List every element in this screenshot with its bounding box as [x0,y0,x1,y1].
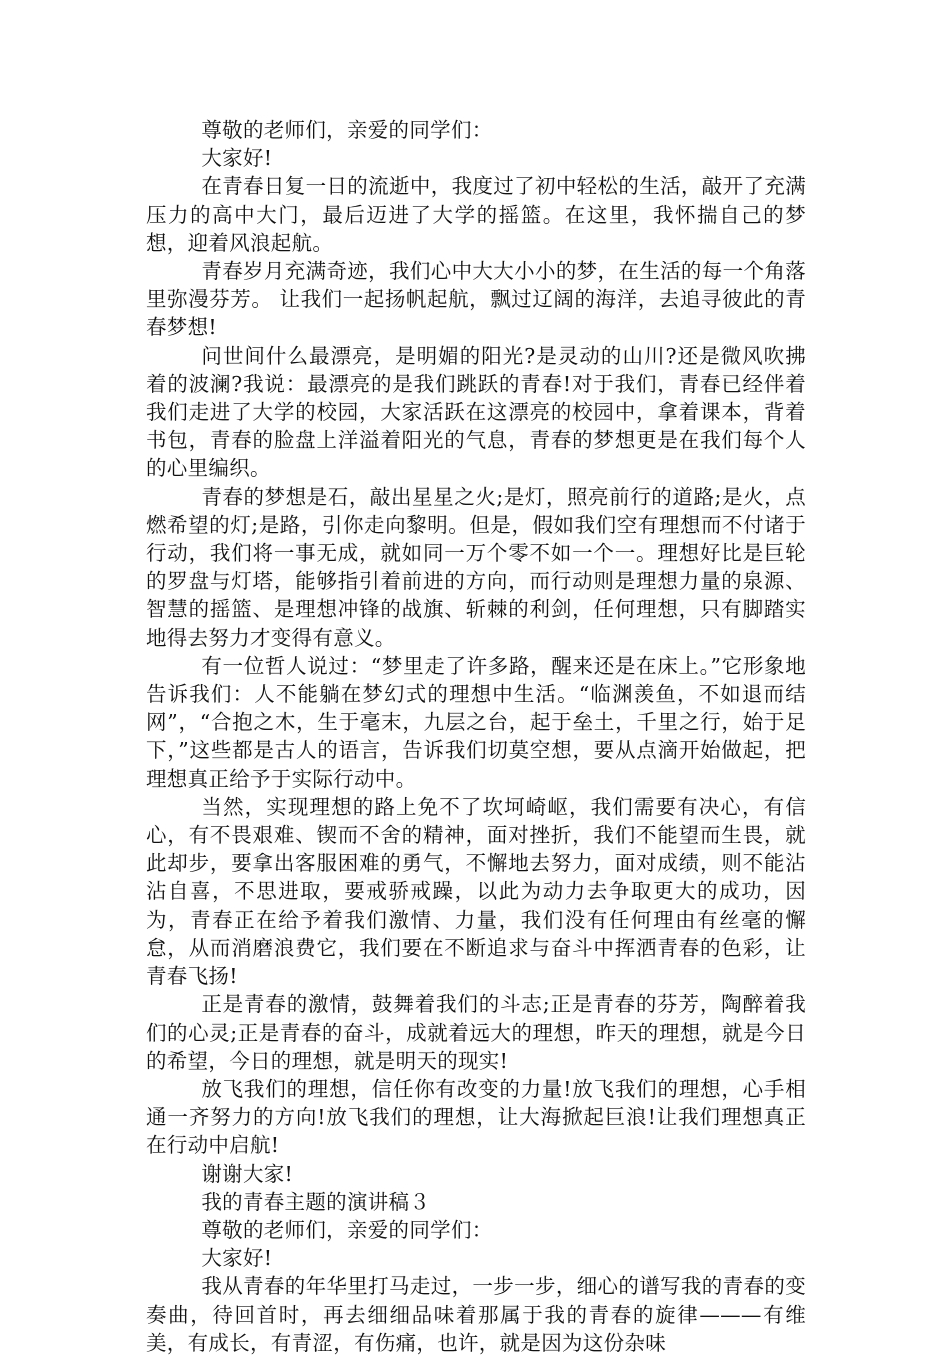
salutation: 尊敬的老师们，亲爱的同学们： [201,118,493,142]
paragraph: 放飞我们的理想，信任你有改变的力量!放飞我们的理想，心手相通一齐努力的方向!放飞我们的理想，让大海掀起巨浪!让我们理想真正在行动中启航! [146,1076,806,1158]
greeting: 大家好! [201,1246,273,1271]
paragraph: 青春岁月充满奇迹，我们心中大大小小的梦，在生活的每一个角落里弥漫芬芳。 让我们一起扬帆起航，飘过辽阔的海洋，去追寻彼此的青春梦想! [146,259,806,340]
paragraph: 问世间什么最漂亮，是明媚的阳光?是灵动的山川?还是微风吹拂着的波澜?我说：最漂亮的是我们跳跃的青春!对于我们，青春已经伴着我们走进了大学的校园，大家活跃在这漂亮的校园中，拿着课本，背着书包，青春的脸盘上洋溢着阳光的气息，青春的梦想更是在我们每个人的心里编织。 [146,343,806,481]
section-title: 我的青春主题的演讲稿３ [201,1189,431,1214]
paragraph: 有一位哲人说过：“梦里走了许多路，醒来还是在床上。”它形象地告诉我们：人不能躺在梦幻式的理想中生活。“临渊羡鱼，不如退而结网”，“合抱之木，生于毫末，九层之台，起于垒土，千里之行，始于足下，”这些都是古人的语言，告诉我们切莫空想，要从点滴开始做起，把理想真正给予于实际行动中。 [146,653,806,791]
paragraph: 在青春日复一日的流逝中，我度过了初中轻松的生活，敲开了充满压力的高中大门，最后迈进了大学的摇篮。在这里，我怀揣自己的梦想，迎着风浪起航。 [146,174,806,255]
document-body [146,116,806,1357]
closing: 谢谢大家! [201,1161,294,1186]
paragraph: 我从青春的年华里打马走过，一步一步，细心的谱写我的青春的变奏曲，待回首时，再去细细品味着那属于我的青春的旋律———有维美，有成长，有青涩，有伤痛，也许，就是因为这份杂味 [146,1274,806,1355]
paragraph: 当然，实现理想的路上免不了坎坷崎岖，我们需要有决心，有信心，有不畏艰难、锲而不舍的精神，面对挫折，我们不能望而生畏，就此却步，要拿出客服困难的勇气，不懈地去努力，面对成绩，则不能沾沾自喜，不思进取，要戒骄戒躁，以此为动力去争取更大的成功，因为，青春正在给予着我们激情、力量，我们没有任何理由有丝毫的懈怠，从而消磨浪费它，我们要在不断追求与奋斗中挥洒青春的色彩，让青春飞扬! [146,794,806,989]
greeting: 大家好! [201,146,273,171]
paragraph: 正是青春的激情，鼓舞着我们的斗志;正是青春的芬芳，陶醉着我们的心灵;正是青春的奋斗，成就着远大的理想，昨天的理想，就是今日的希望，今日的理想，就是明天的现实! [146,992,806,1073]
paragraph: 青春的梦想是石，敲出星星之火;是灯，照亮前行的道路;是火，点燃希望的灯;是路，引你走向黎明。但是，假如我们空有理想而不付诸于行动，我们将一事无成，就如同一万个零不如一个一。理想好比是巨轮的罗盘与灯塔，能够指引着前进的方向，而行动则是理想力量的泉源、智慧的摇篮、是理想冲锋的战旗、斩棘的利剑，任何理想，只有脚踏实地得去努力才变得有意义。 [146,484,806,650]
salutation: 尊敬的老师们，亲爱的同学们： [201,1217,493,1242]
